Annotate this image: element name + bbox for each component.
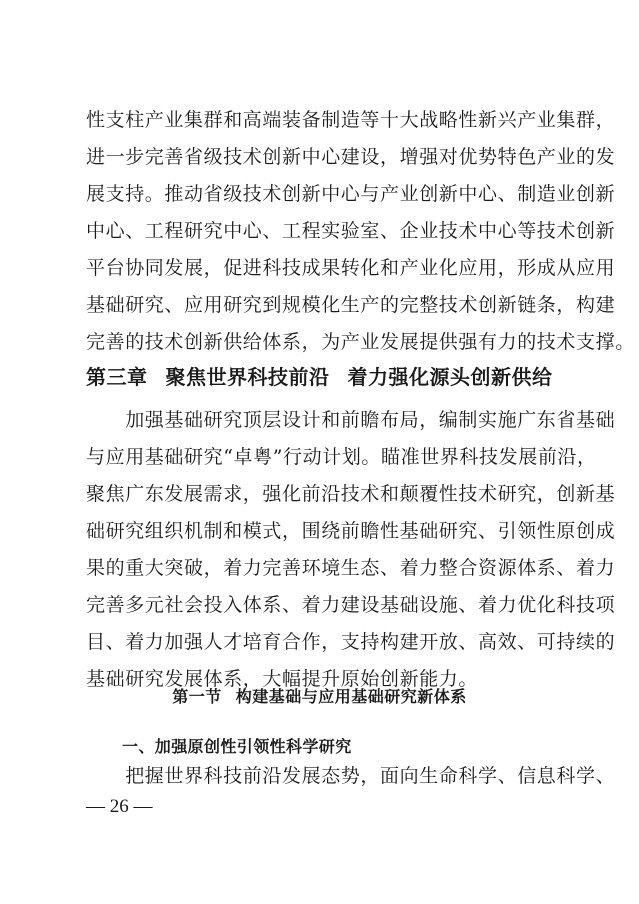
text-line: 基础研究、应用研究到规模化生产的完整技术创新链条，构建 [86,294,616,316]
text-line: 中心、工程研究中心、工程实验室、企业技术中心等技术创新 [86,220,616,242]
chapter-title: 聚焦世界科技前沿 [165,365,330,389]
chapter-heading [86,357,566,397]
body-paragraph [86,758,616,795]
text-line: 基础研究发展体系，大幅提升原始创新能力。 [86,668,479,690]
chapter-number: 第三章 [86,365,148,389]
text-line: 平台协同发展，促进科技成果转化和产业化应用，形成从应用 [86,257,616,279]
text-line: 进一步完善省级技术创新中心建设，增强对优势特色产业的发 [86,146,616,168]
section-number: 第一节 [172,687,222,706]
text-line: 性支柱产业集群和高端装备制造等十大战略性新兴产业集群， [86,109,616,131]
text-line: 果的重大突破，着力完善环境生态、着力整合资源体系、着力 [86,557,616,579]
body-paragraph [86,102,635,361]
text-line: 把握世界科技前沿发展态势，面向生命科学、信息科学、 [86,765,616,787]
text-line: 展支持。推动省级技术创新中心与产业创新中心、制造业创新 [86,183,616,205]
text-line: 完善多元社会投入体系、着力建设基础设施、着力优化科技项 [86,594,616,616]
subheading: 一、加强原创性引领性科学研究 [122,737,352,756]
body-paragraph [86,402,616,698]
section-title: 构建基础与应用基础研究新体系 [235,687,467,706]
chapter-subtitle: 着力强化源头创新供给 [347,365,553,389]
section-heading [0,682,639,712]
text-line: 目、着力加强人才培育合作，支持构建开放、高效、可持续的 [86,631,616,653]
page-number: — 26 — [86,796,153,817]
text-line: 础研究组织机制和模式，围绕前瞻性基础研究、引领性原创成 [86,520,616,542]
text-line: 加强基础研究顶层设计和前瞻布局，编制实施广东省基础 [86,409,616,431]
text-line: 完善的技术创新供给体系，为产业发展提供强有力的技术支撑。 [86,331,635,353]
text-line: 聚焦广东发展需求，强化前沿技术和颠覆性技术研究，创新基 [86,483,616,505]
text-line: 与应用基础研究“卓粤”行动计划。瞄准世界科技发展前沿， [86,446,597,468]
